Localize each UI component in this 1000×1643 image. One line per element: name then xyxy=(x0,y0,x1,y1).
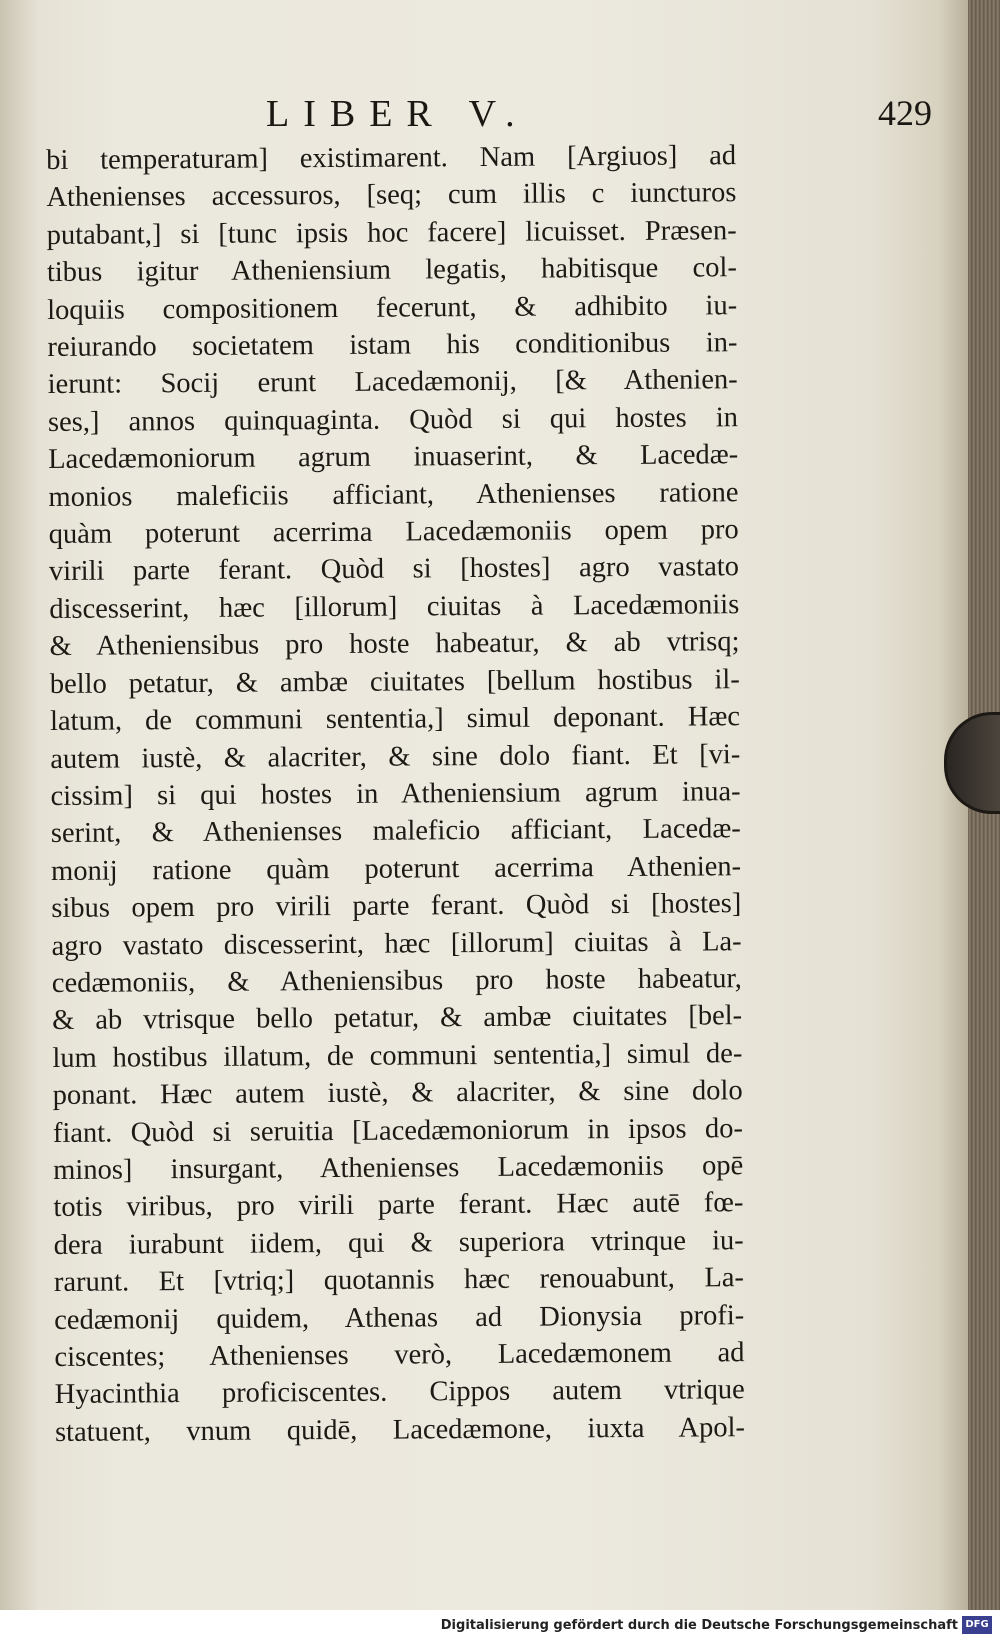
text-line: totis viribus, pro virili parte ferant. Hæc autē fœ- xyxy=(53,1187,744,1224)
text-line: putabant,] si [tunc ipsis hoc facere] licuisset. Præsen- xyxy=(46,214,737,251)
text-line: loquiis compositionem fecerunt, & adhibito iu- xyxy=(47,289,738,326)
text-line: Lacedæmoniorum agrum inuaserint, & Lacedæ- xyxy=(48,439,739,476)
text-line: agro vastato discesserint, hæc [illorum] ciuitas à La- xyxy=(51,925,742,962)
text-line: minos] insurgant, Athenienses Lacedæmoniis opē xyxy=(53,1150,744,1186)
text-line: monij ratione quàm poterunt acerrima Athenien- xyxy=(50,850,742,887)
text-line: sibus opem pro virili parte ferant. Quòd si [hostes] xyxy=(51,888,742,925)
text-line: autem iustè, & alacriter, & sine dolo fiant. Et [vi- xyxy=(50,738,741,775)
running-head xyxy=(0,92,968,142)
text-line: Athenienses accessuros, [seq; cum illis c iuncturos xyxy=(46,177,737,214)
text-line: lum hostibus illatum, de communi sententia,] simul de- xyxy=(52,1037,743,1074)
text-line: virili parte ferant. Quòd si [hostes] agro vastato xyxy=(48,551,740,588)
text-line: quàm poterunt acerrima Lacedæmoniis opem pro xyxy=(48,514,739,551)
text-line: cedæmonij quidem, Athenas ad Dionysia profi- xyxy=(54,1299,745,1336)
text-line: latum, de communi sententia,] simul deponant. Hæc xyxy=(49,701,741,738)
page-number: 429 xyxy=(878,93,932,133)
text-line: & Atheniensibus pro hoste habeatur, & ab vtrisq; xyxy=(49,626,740,663)
text-line: ierunt: Socij erunt Lacedæmonij, [& Athenien- xyxy=(47,364,738,401)
text-line: discesserint, hæc [illorum] ciuitas à Lacedæmoniis xyxy=(49,589,740,625)
text-line: tibus igitur Atheniensium legatis, habitisque col- xyxy=(46,252,738,289)
body-text xyxy=(46,137,745,1451)
text-line: ses,] annos quinquaginta. Quòd si qui hostes in xyxy=(47,402,739,438)
text-line: monios maleficiis afficiant, Athenienses ratione xyxy=(48,476,739,513)
text-line: ciscentes; Athenienses verò, Lacedæmonem ad xyxy=(54,1337,745,1373)
text-line: reiurando societatem istam his conditionibus in- xyxy=(47,327,738,364)
text-line: bello petatur, & ambæ ciuitates [bellum hostibus il- xyxy=(49,663,740,700)
dfg-logo: DFG xyxy=(962,1616,992,1634)
footer-bar xyxy=(0,1610,1000,1643)
text-line: cedæmoniis, & Atheniensibus pro hoste habeatur, xyxy=(51,963,742,999)
funding-credit: Digitalisierung gefördert durch die Deutsche Forschungsgemeinschaft xyxy=(440,1618,958,1633)
running-title: LIBER V. xyxy=(266,93,529,135)
text-line: serint, & Athenienses maleficio afficiant, Lacedæ- xyxy=(50,813,741,850)
text-line: bi temperaturam] existimarent. Nam [Argiuos] ad xyxy=(46,140,737,176)
text-line: dera iurabunt iidem, qui & superiora vtrinque iu- xyxy=(53,1224,744,1261)
text-line: & ab vtrisque bello petatur, & ambæ ciuitates [bel- xyxy=(52,1000,743,1037)
text-line: Hyacinthia proficiscentes. Cippos autem vtrique xyxy=(54,1374,745,1411)
text-line: ponant. Hæc autem iustè, & alacriter, & sine dolo xyxy=(52,1075,743,1112)
text-line: cissim] si qui hostes in Atheniensium agrum inua- xyxy=(50,776,741,812)
text-line: fiant. Quòd si seruitia [Lacedæmoniorum in ipsos do- xyxy=(52,1112,744,1149)
text-line: statuent, vnum quidē, Lacedæmone, iuxta Apol- xyxy=(54,1411,746,1448)
text-line: rarunt. Et [vtriq;] quotannis hæc renouabunt, La- xyxy=(53,1262,745,1299)
